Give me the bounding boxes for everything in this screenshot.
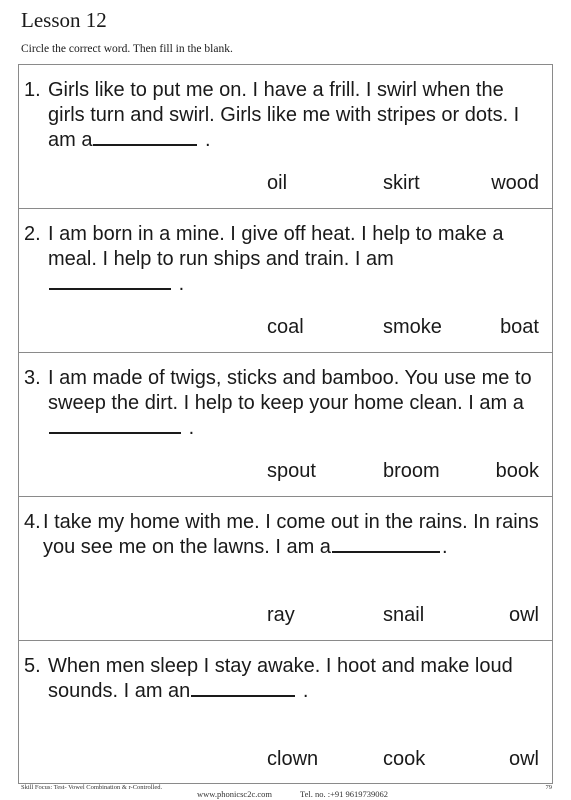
word-choice[interactable]: boat: [500, 316, 539, 338]
question-text: [48, 654, 544, 704]
word-choice[interactable]: skirt: [383, 172, 420, 194]
question-2: [19, 209, 552, 353]
instructions: Circle the correct word. Then fill in the blank.: [21, 43, 233, 55]
question-text-after: .: [178, 273, 185, 295]
word-choice[interactable]: wood: [491, 172, 539, 194]
word-choice[interactable]: ray: [267, 604, 295, 626]
question-text-before: Girls like to put me on. I have a frill. I swirl when the girls turn and swirl. Girls like me with stripes or dots. I am a: [48, 79, 520, 151]
answer-blank[interactable]: [93, 143, 197, 146]
question-number: 2.: [24, 223, 41, 245]
question-1: [19, 65, 552, 209]
question-5: [19, 641, 552, 783]
word-choices: [19, 459, 552, 484]
word-choice[interactable]: snail: [383, 604, 425, 626]
word-choice[interactable]: smoke: [383, 316, 442, 338]
question-number: 1.: [24, 79, 41, 101]
word-choice[interactable]: spout: [267, 460, 316, 482]
question-4: [19, 497, 552, 641]
website-link[interactable]: www.phonicsc2c.com: [197, 789, 272, 799]
question-text: [43, 510, 544, 560]
question-text-before: I take my home with me. I come out in the rains. In rains you see me on the lawns. I am a: [43, 511, 539, 558]
phone-number: Tel. no. :+91 9619739062: [300, 789, 389, 799]
word-choices: [19, 315, 552, 340]
word-choices: [19, 747, 552, 772]
word-choice[interactable]: owl: [508, 604, 539, 626]
word-choice[interactable]: book: [495, 460, 539, 482]
question-number: 4.: [24, 511, 41, 533]
answer-blank[interactable]: [49, 287, 171, 290]
question-text-after: .: [441, 536, 448, 558]
question-3: [19, 353, 552, 497]
question-text-before: I am made of twigs, sticks and bamboo. You use me to sweep the dirt. I help to keep your home clean. I am a: [48, 367, 532, 414]
answer-blank[interactable]: [191, 694, 295, 697]
word-choice[interactable]: coal: [267, 316, 304, 338]
word-choice[interactable]: clown: [267, 748, 319, 770]
answer-blank[interactable]: [332, 550, 440, 553]
question-text-after: .: [188, 417, 195, 439]
question-number: 5.: [24, 655, 41, 677]
questions-box: [18, 64, 553, 784]
word-choice[interactable]: oil: [267, 172, 288, 194]
page-number: 79: [545, 784, 552, 791]
word-choices: [19, 171, 552, 196]
question-text: [48, 222, 544, 297]
question-text-after: .: [302, 680, 309, 702]
word-choice[interactable]: broom: [383, 460, 440, 482]
word-choice[interactable]: owl: [508, 748, 539, 770]
question-text: [48, 78, 544, 153]
page-footer: [0, 784, 571, 798]
question-number: 3.: [24, 367, 41, 389]
question-text-before: I am born in a mine. I give off heat. I help to make a meal. I help to run ships and train. I am: [48, 223, 504, 270]
lesson-title: Lesson 12: [21, 8, 107, 32]
word-choice[interactable]: cook: [383, 748, 426, 770]
skill-focus: Skill Focus: Test- Vowel Combination & r-Controlled.: [21, 784, 163, 791]
question-text-after: .: [205, 129, 211, 151]
word-choices: [19, 603, 552, 628]
answer-blank[interactable]: [49, 431, 181, 434]
question-text: [48, 366, 544, 441]
question-text-before: When men sleep I stay awake. I hoot and make loud sounds. I am an: [48, 655, 513, 702]
